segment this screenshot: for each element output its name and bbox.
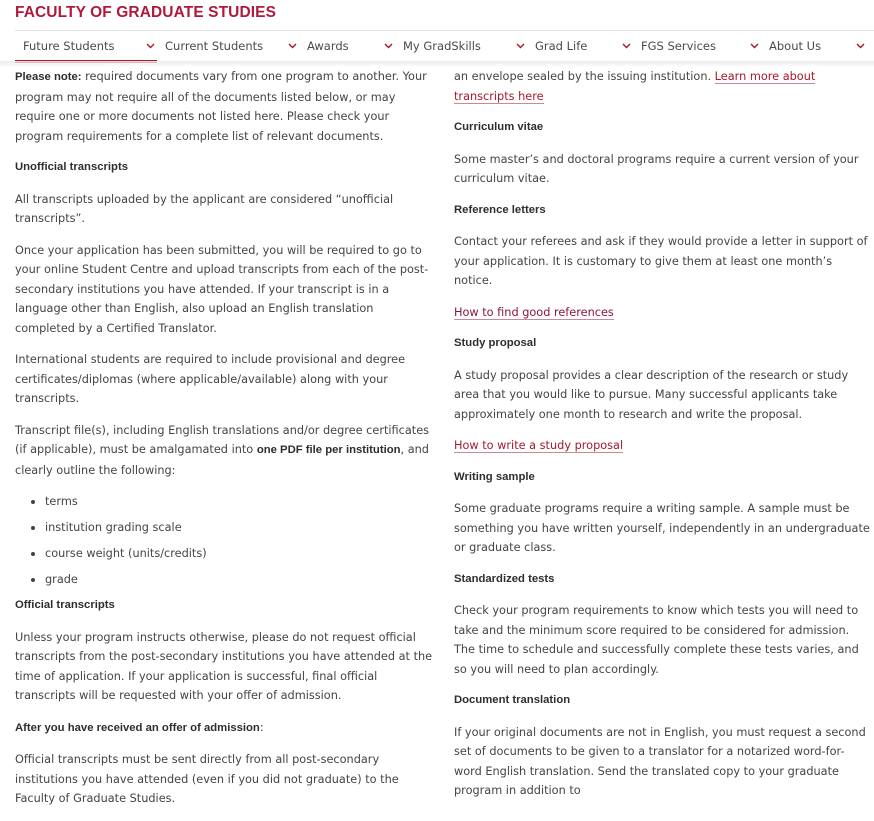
nav-label: FGS Services: [641, 39, 716, 53]
nav-item-future-students[interactable]: [15, 31, 157, 61]
nav-item-awards[interactable]: [299, 31, 395, 61]
heading-document-translation: Document translation: [454, 694, 571, 706]
unofficial-p3: International students are required to include provisional and degree certificates/diplomas (where applicable/available) along with your transcripts.: [15, 353, 406, 405]
cv-text: Some master’s and doctoral programs require a current version of your curriculum vitae.: [454, 152, 859, 185]
nav-item-current-students[interactable]: [157, 31, 299, 61]
heading-writing-sample: Writing sample: [454, 470, 535, 483]
nav-item-about-us[interactable]: [761, 31, 867, 61]
chevron-down-icon[interactable]: [145, 41, 155, 51]
unofficial-p4: Transcript file(s), including English translations and/or degree certificates (if applicable), must be amalgamated into one PDF file per institution, and clearly outline the following:: [15, 423, 430, 477]
please-note: Please note: required documents vary from one program to another. Your program may not require all of the documents listed below, or may require one or more documents not listed here. Please check your program requirements for a complete list of relevant documents.: [15, 70, 427, 143]
official-p2: Official transcripts must be sent directly from all post-secondary institutions you have attended (even if you did not graduate) to the Faculty of Graduate Studies.: [15, 753, 399, 805]
write-study-proposal-link[interactable]: How to write a study proposal: [454, 439, 624, 452]
list-item: terms: [29, 492, 435, 512]
nav-item-fgs-services[interactable]: [633, 31, 761, 61]
chevron-down-icon[interactable]: [621, 41, 631, 51]
heading-reference-letters: Reference letters: [454, 203, 546, 216]
proposal-text: A study proposal provides a clear description of the research or study area that you would like to pursue. Many successful applicants take approximately one month to research and write the proposal.: [454, 368, 849, 421]
nav-item-grad-life[interactable]: [527, 31, 633, 61]
chevron-down-icon[interactable]: [855, 41, 865, 51]
nav-label: My GradSkills: [403, 39, 481, 53]
list-item: grade: [29, 570, 435, 590]
heading-official-transcripts: Official transcripts: [15, 599, 115, 611]
right-column: [454, 67, 872, 813]
nav-label: Grad Life: [535, 39, 588, 53]
heading-unofficial-transcripts: Unofficial transcripts: [15, 161, 128, 173]
transcript-requirements-list: [29, 492, 435, 590]
nav-label: Current Students: [165, 39, 264, 53]
please-note-label: Please note:: [15, 71, 82, 83]
chevron-down-icon[interactable]: [383, 41, 393, 51]
chevron-down-icon[interactable]: [749, 41, 759, 51]
learn-more-transcripts-link[interactable]: Learn more about transcripts here: [454, 70, 816, 103]
translation-text: If your original documents are not in English, you must request a second set of documents to be given to a translator for a notarized word-for-word English translation. Send the translated copy to your graduate program in addition to: [454, 725, 866, 797]
main-nav: [15, 30, 874, 61]
official-p1: Unless your program instructs otherwise, please do not request official transcripts from the post-secondary institutions you have attended at the time of application. If your application is successful, final official transcripts will be requested with your offer of admission.: [15, 630, 433, 702]
heading-curriculum-vitae: Curriculum vitae: [454, 121, 544, 133]
heading-study-proposal: Study proposal: [454, 337, 537, 349]
unofficial-p2: Once your application has been submitted, you will be required to go to your online Student Centre and upload transcripts from each of the post-secondary institutions you have attended. If your transcript is in a language other than English, also upload an English translation completed by a Certified Translator.: [15, 243, 429, 335]
nav-label: Awards: [307, 39, 349, 53]
chevron-down-icon[interactable]: [287, 41, 297, 51]
unofficial-p1: All transcripts uploaded by the applicant are considered “unofficial transcripts”.: [15, 192, 394, 225]
nav-item-my-gradskills[interactable]: [395, 31, 527, 61]
ref-text: Contact your referees and ask if they would provide a letter in support of your application. It is customary to give them at least one month’s notice.: [454, 235, 868, 287]
nav-label: About Us: [769, 39, 822, 53]
find-good-references-link[interactable]: How to find good references: [454, 305, 614, 319]
tests-text: Check your program requirements to know which tests you will need to take and the minimum score required to be considered for admission. The time to schedule and successfully complete these tests varies, and so you will need to plan accordingly.: [454, 604, 859, 676]
list-item: institution grading scale: [29, 518, 435, 538]
site-header: [0, 0, 874, 64]
site-title[interactable]: FACULTY OF GRADUATE STUDIES: [15, 4, 277, 21]
after-offer-label: After you have received an offer of admission:: [15, 720, 264, 734]
writing-text: Some graduate programs require a writing sample. A sample must be something you have written yourself, independently in an undergraduate or graduate class.: [454, 502, 870, 554]
left-column: [15, 67, 435, 821]
envelope-paragraph: an envelope sealed by the issuing institution. Learn more about transcripts here: [454, 70, 816, 103]
list-item: course weight (units/credits): [29, 544, 435, 564]
chevron-down-icon[interactable]: [515, 41, 525, 51]
heading-standardized-tests: Standardized tests: [454, 572, 555, 585]
nav-label: Future Students: [23, 39, 115, 53]
